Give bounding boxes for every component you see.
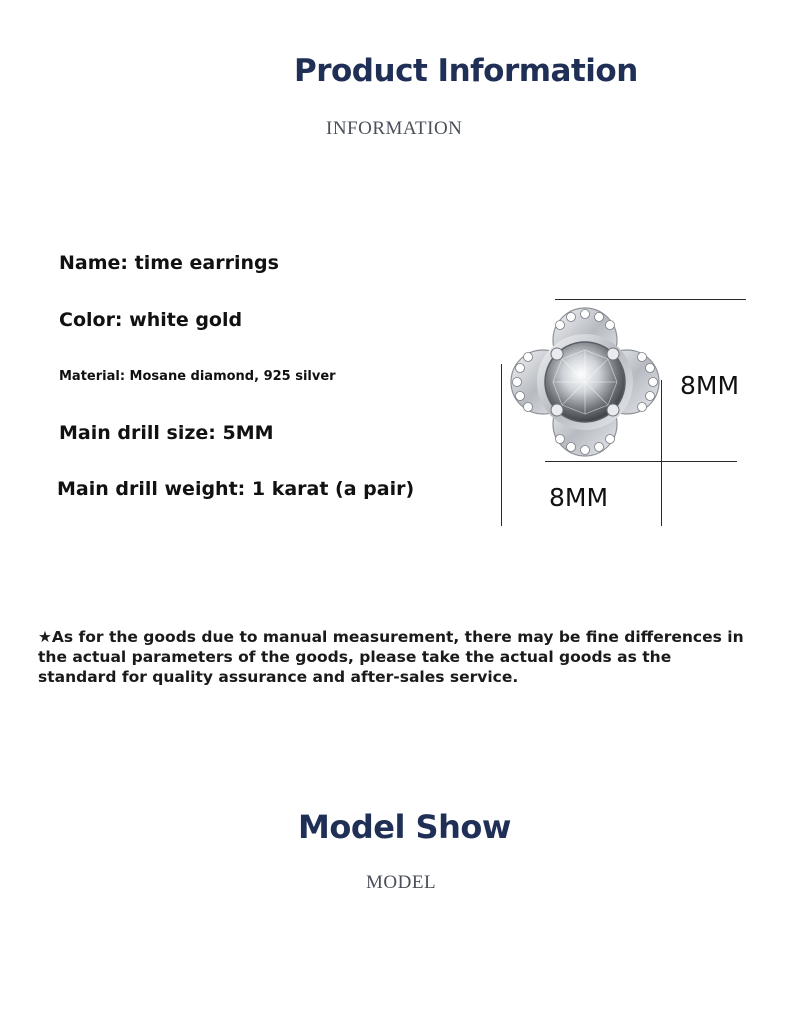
section-subtitle-information: INFORMATION <box>326 118 463 139</box>
spec-name: Name: time earrings <box>59 252 279 274</box>
spec-color: Color: white gold <box>59 309 243 331</box>
section-title-product-information: Product Information <box>294 53 638 89</box>
dimension-line-left <box>501 364 502 526</box>
dimension-line-top <box>555 299 746 300</box>
section-title-model-show: Model Show <box>298 808 511 846</box>
earring-dimension-diagram <box>495 290 755 530</box>
spec-main-drill-weight: Main drill weight: 1 karat (a pair) <box>57 478 415 500</box>
spec-material: Material: Mosane diamond, 925 silver <box>59 369 336 384</box>
dimension-height-label: 8MM <box>680 371 740 400</box>
earring-image <box>505 302 665 467</box>
dimension-width-label: 8MM <box>549 483 609 512</box>
measurement-notice: ★As for the goods due to manual measurement, there may be fine differences in the actual parameters of the goods, please take the actual goods as the standard for quality assurance and after-sales service. <box>38 628 744 686</box>
spec-main-drill-size: Main drill size: 5MM <box>59 422 274 444</box>
section-subtitle-model: MODEL <box>366 872 437 893</box>
